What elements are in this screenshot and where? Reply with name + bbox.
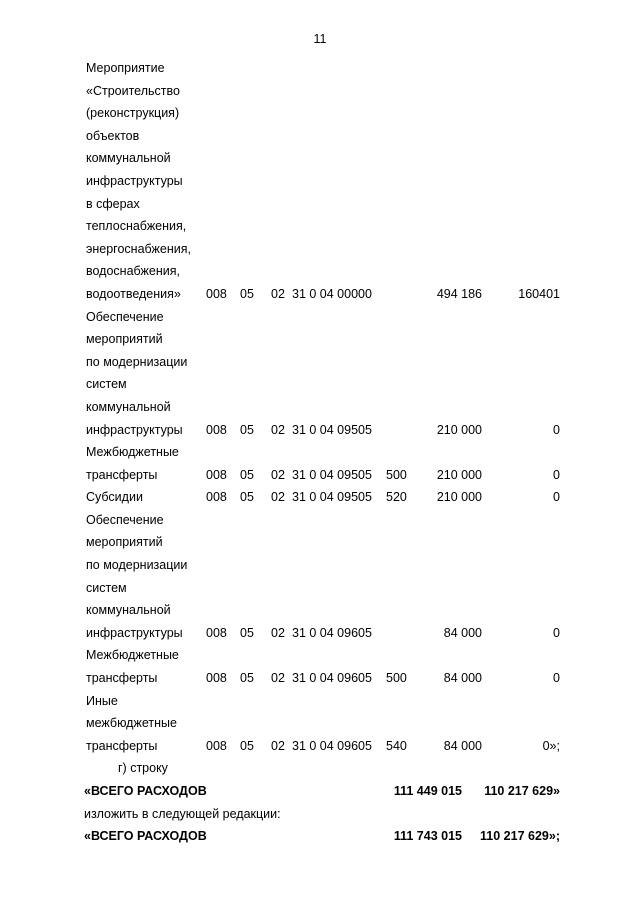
ved-code: 008 [206,671,227,686]
table-row-line [0,532,640,555]
section-code: 05 [240,490,254,505]
row-name-text: Межбюджетные [86,445,179,460]
table-row-line [0,239,640,262]
subitem-text: г) строку [118,761,168,776]
row-name-text: объектов [86,128,140,143]
table-row-line [0,420,640,443]
row-name-text: Мероприятие [86,61,165,75]
expense-type-code: 540 [386,738,407,753]
expense-type-code: 500 [386,671,407,686]
amount-1: 210 000 [436,490,482,505]
amount-2: 0 [553,490,560,505]
total-value-1: 111 743 015 [393,829,462,844]
table-row-line [0,713,640,736]
table-row-line [0,487,640,510]
table-row-line [0,600,640,623]
table-row-line [0,442,640,465]
table-row-line [0,555,640,578]
ved-code: 008 [206,625,227,640]
total-row-old [0,781,640,804]
table-row-line [0,81,640,104]
table-row-line [0,126,640,149]
table-row-line [0,397,640,420]
section-code: 05 [240,467,254,482]
ved-code: 008 [206,738,227,753]
total-row-new [0,826,640,849]
row-name-text: инфраструктуры [86,422,183,437]
row-name-text: в сферах [86,196,140,211]
row-name-text: мероприятий [86,332,163,347]
total-value-2: 110 217 629»; [480,829,560,844]
ved-code: 008 [206,467,227,482]
budget-table [0,58,640,849]
table-row-line [0,691,640,714]
table-row-line [0,578,640,601]
row-name-text: коммунальной [86,399,171,414]
row-name-text: Иные [86,693,118,708]
ved-code: 008 [206,422,227,437]
row-name-text: систем [86,377,127,392]
table-row-line [0,645,640,668]
row-name-text: систем [86,580,127,595]
row-name-text: инфраструктуры [86,625,183,640]
total-value-2: 110 217 629» [484,784,560,798]
ved-code: 008 [206,490,227,505]
table-row-line [0,284,640,307]
table-row-line [0,58,640,81]
row-name-text: мероприятий [86,535,163,550]
row-name-text: энергоснабжения, [86,241,191,256]
amount-2: 0»; [542,738,560,753]
table-row-line [0,103,640,126]
table-rows [0,58,640,758]
amount-1: 84 000 [443,738,482,753]
table-row-line [0,148,640,171]
subsection-code: 02 [271,286,285,301]
row-name-text: Обеспечение [86,512,164,527]
amount-1: 84 000 [443,671,482,686]
row-name-text: (реконструкция) [86,106,180,121]
target-article-code: 31 0 04 00000 [292,286,372,301]
row-name-text: по модернизации [86,558,188,573]
amount-2: 0 [553,625,560,640]
amount-2: 0 [553,671,560,686]
section-code: 05 [240,286,254,301]
table-row-line [0,465,640,488]
subsection-code: 02 [271,490,285,505]
subsection-code: 02 [271,738,285,753]
total-value-1: 111 449 015 [393,784,462,798]
table-row-line [0,216,640,239]
subsection-code: 02 [271,625,285,640]
table-row-line [0,171,640,194]
row-name-text: «Строительство [86,83,180,98]
row-name-text: межбюджетные [86,716,177,731]
subsection-code: 02 [271,671,285,686]
section-code: 05 [240,738,254,753]
section-code: 05 [240,671,254,686]
row-name-text: Межбюджетные [86,648,179,663]
row-name-text: коммунальной [86,151,171,166]
row-name-text: Субсидии [86,490,143,505]
row-name-text: по модернизации [86,354,188,369]
total-label: «ВСЕГО РАСХОДОВ [84,829,207,844]
table-row-line [0,329,640,352]
row-name-text: водоснабжения, [86,264,180,279]
table-row-line [0,623,640,646]
table-row-line [0,668,640,691]
row-name-text: трансферты [86,671,158,686]
amount-1: 210 000 [436,467,482,482]
table-row-line [0,374,640,397]
table-row-line [0,261,640,284]
target-article-code: 31 0 04 09605 [292,671,372,686]
table-row-line [0,307,640,330]
subitem-line [0,758,640,781]
row-name-text: трансферты [86,467,158,482]
page-number: 11 [313,32,327,46]
amount-1: 210 000 [436,422,482,437]
table-row-line [0,736,640,759]
target-article-code: 31 0 04 09505 [292,490,372,505]
table-row-line [0,194,640,217]
edit-instruction-line [0,804,640,827]
subsection-code: 02 [271,422,285,437]
row-name-text: Обеспечение [86,309,164,324]
subsection-code: 02 [271,467,285,482]
row-name-text: водоотведения» [86,286,181,301]
expense-type-code: 500 [386,467,407,482]
ved-code: 008 [206,286,227,301]
target-article-code: 31 0 04 09505 [292,467,372,482]
amount-2: 0 [553,422,560,437]
edit-instruction: изложить в следующей редакции: [84,806,281,821]
target-article-code: 31 0 04 09605 [292,738,372,753]
table-row-line [0,510,640,533]
expense-type-code: 520 [386,490,407,505]
section-code: 05 [240,422,254,437]
amount-2: 0 [553,467,560,482]
amount-1: 494 186 [436,286,482,301]
amount-1: 84 000 [443,625,482,640]
row-name-text: инфраструктуры [86,173,183,188]
row-name-text: коммунальной [86,603,171,618]
total-label: «ВСЕГО РАСХОДОВ [84,784,207,798]
amount-2: 160401 [518,286,560,301]
row-name-text: теплоснабжения, [86,219,187,234]
section-code: 05 [240,625,254,640]
target-article-code: 31 0 04 09605 [292,625,372,640]
target-article-code: 31 0 04 09505 [292,422,372,437]
row-name-text: трансферты [86,738,158,753]
table-row-line [0,352,640,375]
